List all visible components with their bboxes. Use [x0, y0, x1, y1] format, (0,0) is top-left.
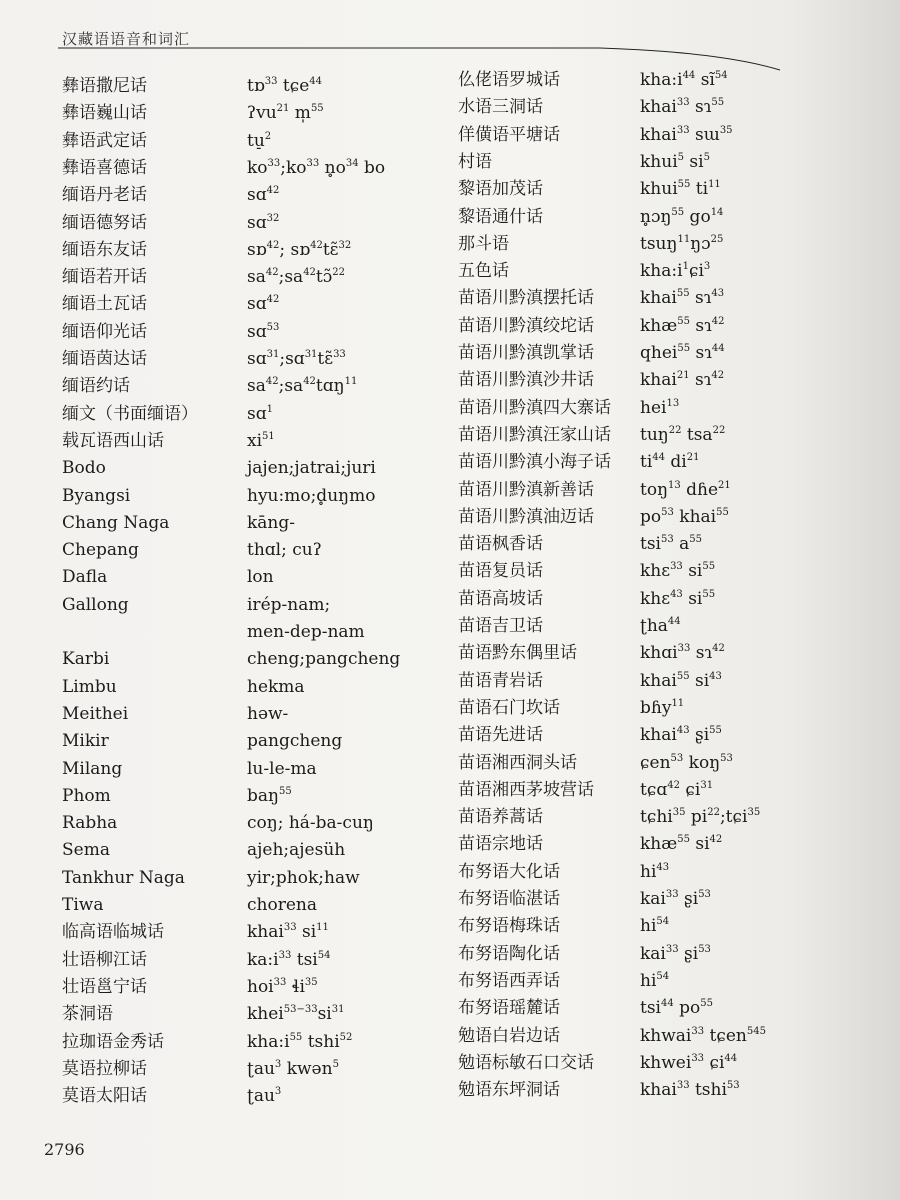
word-form: ʔvu$^{21}$ m̩$^{55}$ — [247, 103, 324, 124]
word-form: ɕen$^{53}$ koŋ$^{53}$ — [640, 752, 733, 773]
word-form: hyu:mo;d̥uŋmo — [247, 485, 376, 506]
word-form: ajeh;ajesüh — [247, 840, 346, 861]
word-form: tsi$^{53}$ $a^{55}$ — [640, 534, 703, 555]
language-name: Tankhur Naga — [62, 867, 185, 888]
language-name: 勉语东坪洞话 — [458, 1080, 560, 1101]
word-form: tɕhi$^{35}$ $pi^{22};tɕi^{35}$ — [640, 807, 761, 828]
word-form: khwai$^{33}$ tɕen$^{545}$ — [640, 1025, 766, 1046]
word-form: sɑ$^{42}$ — [247, 294, 280, 315]
word-form: coŋ; há-ba-cuŋ — [247, 813, 374, 834]
word-form: khai$^{21}$ sɿ$^{42}$ — [640, 370, 725, 391]
language-name: 仫佬语罗城话 — [458, 70, 560, 90]
language-name: 壮语柳江话 — [62, 949, 147, 970]
word-form: ʈha$^{44}$ — [640, 616, 681, 636]
word-form: $ka:i^{33}$ tsi$^{54}$ — [247, 949, 331, 970]
language-name: 布努语临湛话 — [458, 889, 560, 909]
word-form: $hi^{54}$ — [640, 916, 670, 937]
language-name: 缅语仰光话 — [62, 321, 147, 342]
language-name: 苗语川黔滇凯掌话 — [458, 343, 594, 363]
word-form: khæ$^{55}$ $si^{42}$ — [640, 834, 723, 855]
word-form: ʈau$^3$ — [247, 1086, 282, 1107]
language-name: Chang Naga — [62, 512, 170, 533]
word-form: $hi^{43}$ — [640, 861, 670, 882]
word-form: jajen;jatrai;juri — [247, 458, 376, 479]
language-name: 彝语撒尼话 — [62, 76, 147, 96]
word-form: $hi^{54}$ — [640, 970, 670, 991]
word-form: khui$^{55}$ $ti^{11}$ — [640, 179, 721, 200]
language-name: Milang — [62, 758, 123, 779]
language-name: Limbu — [62, 676, 117, 697]
language-name: 缅语若开话 — [62, 267, 147, 288]
language-name: 临高语临城话 — [62, 922, 164, 943]
word-form: kai$^{33}$ ʂi$^{53}$ — [640, 943, 711, 964]
word-form: sɑ$^{42}$ — [247, 185, 280, 206]
word-form: $kha:i^{55}$ tshi$^{52}$ — [247, 1031, 353, 1052]
word-form: toŋ$^{13}$ dɦe$^{21}$ — [640, 479, 731, 500]
language-name: 布努语陶化话 — [458, 943, 560, 964]
language-name: 苗语川黔滇油迈话 — [458, 506, 594, 527]
word-form: irép-nam; — [247, 594, 331, 615]
word-form: $xi^{51}$ — [247, 430, 275, 451]
word-form: $kha:i^{44}$ $sĩ^{54}$ — [640, 70, 728, 90]
word-form: n̥ɔŋ$^{55}$ $go^{14}$ — [640, 206, 724, 227]
language-name: 彝语巍山话 — [62, 103, 147, 124]
language-name: 苗语湘西茅坡营话 — [458, 779, 594, 800]
word-form: sɑ$^{32}$ — [247, 212, 280, 233]
word-form: lu-le-ma — [247, 758, 317, 779]
language-name: Chepang — [62, 540, 139, 561]
word-form: bɦy$^{11}$ — [640, 697, 685, 718]
language-name: 茶洞语 — [62, 1004, 113, 1025]
word-form: hoi$^{33}$ ɬi$^{35}$ — [247, 976, 318, 997]
word-form: lon — [247, 567, 274, 588]
language-name: 布努语瑶麓话 — [458, 998, 560, 1019]
language-name: 水语三洞话 — [458, 97, 543, 118]
word-form: yir;phok;haw — [247, 867, 360, 888]
language-name: 苗语青岩话 — [458, 670, 543, 691]
language-name: 缅语东友话 — [62, 239, 147, 260]
language-name: Karbi — [62, 649, 110, 670]
language-name: 村语 — [458, 151, 492, 172]
language-name: 布努语大化话 — [458, 861, 560, 882]
language-name: Phom — [62, 785, 111, 806]
language-name: 布努语梅珠话 — [458, 916, 560, 937]
word-form: tɒ$^{33}$ tɕe$^{44}$ — [247, 76, 323, 96]
word-form: $ko^{33};ko^{33}$ $n̥o^{34}$ bo — [247, 157, 386, 178]
language-name: 苗语黔东偶里话 — [458, 643, 577, 664]
word-form: hei$^{13}$ — [640, 397, 680, 418]
word-form: $sa^{42};sa^{42}tɔ̃^{22}$ — [247, 267, 346, 288]
language-name: 载瓦语西山话 — [62, 430, 164, 451]
word-form: tuŋ$^{22}$ tsa$^{22}$ — [640, 424, 726, 445]
language-name: 莫语拉柳话 — [62, 1058, 147, 1079]
language-name: 苗语石门坎话 — [458, 697, 560, 718]
language-name: 苗语川黔滇绞坨话 — [458, 315, 594, 336]
word-form: sɑ$^{31}$;sɑ$^{31}$tɛ̃$^{33}$ — [247, 349, 346, 369]
word-form: kai$^{33}$ ʂi$^{53}$ — [640, 889, 711, 909]
language-name: 苗语先进话 — [458, 725, 543, 746]
language-name: 苗语川黔滇汪家山话 — [458, 424, 611, 445]
word-form: khɛ$^{33}$ $si^{55}$ — [640, 561, 716, 582]
word-form: baŋ$^{55}$ — [247, 785, 292, 806]
language-name: 苗语宗地话 — [458, 834, 543, 855]
language-name: Tiwa — [62, 895, 104, 915]
language-name: 布努语西弄话 — [458, 970, 560, 991]
word-form: tsuŋ$^{11}$ŋɔ$^{25}$ — [640, 233, 724, 254]
language-name: 缅文（书面缅语） — [62, 403, 198, 424]
language-name: 苗语高坡话 — [458, 588, 543, 609]
word-form: khai$^{33}$ sɯ$^{35}$ — [640, 124, 733, 145]
word-form: kāng- — [247, 512, 296, 533]
language-name: 黎语加茂话 — [458, 179, 543, 200]
language-name: 苗语川黔滇新善话 — [458, 479, 594, 500]
word-form: khɛ$^{43}$ $si^{55}$ — [640, 588, 716, 609]
word-form: khai$^{43}$ ʂi$^{55}$ — [640, 725, 722, 746]
word-form: tsi$^{44}$ $po^{55}$ — [640, 998, 713, 1019]
language-name: 缅语茵达话 — [62, 349, 147, 369]
language-name: Dafla — [62, 567, 108, 588]
word-form: khai$^{33}$ $si^{11}$ — [247, 922, 329, 943]
word-form: sɑ$^{53}$ — [247, 321, 280, 342]
language-name: 缅语丹老话 — [62, 185, 147, 206]
word-form: khæ$^{55}$ sɿ$^{42}$ — [640, 315, 725, 336]
page-number: 2796 — [44, 1140, 85, 1159]
word-form: men-dep-nam — [247, 622, 365, 642]
language-name: 苗语川黔滇沙井话 — [458, 370, 594, 391]
running-header: 汉藏语语音和词汇 — [62, 30, 191, 48]
word-form: tɕɑ$^{42}$ ɕi$^{31}$ — [640, 779, 714, 800]
language-name: Rabha — [62, 813, 118, 834]
word-form: sɑ$^1$ — [247, 403, 273, 424]
language-name: 佯僙语平塘话 — [458, 124, 560, 145]
language-name: Byangsi — [62, 485, 131, 506]
language-name: Gallong — [62, 594, 129, 615]
language-name: 苗语吉卫话 — [458, 616, 543, 636]
language-name: Meithei — [62, 703, 129, 724]
language-name: 壮语邕宁话 — [62, 976, 147, 997]
word-form: $khei^{53-33}si^{31}$ — [247, 1004, 345, 1025]
language-name: 苗语川黔滇小海子话 — [458, 452, 611, 473]
word-form: $po^{53}$ khai$^{55}$ — [640, 506, 729, 527]
word-form: khui$^5$ $si^5$ — [640, 151, 710, 172]
word-form: qhei$^{55}$ sɿ$^{44}$ — [640, 343, 725, 363]
language-name: 那斗语 — [458, 233, 509, 254]
language-name: Bodo — [62, 458, 106, 479]
language-name: 勉语白岩边话 — [458, 1025, 560, 1046]
language-name: 缅语土瓦话 — [62, 294, 147, 315]
word-form: hekma — [247, 676, 305, 697]
word-form: khai$^{33}$ tshi$^{53}$ — [640, 1080, 740, 1101]
word-form: khɑi$^{33}$ sɿ$^{42}$ — [640, 643, 725, 664]
language-name: 苗语枫香话 — [458, 534, 543, 555]
word-form: khwei$^{33}$ ɕi$^{44}$ — [640, 1052, 738, 1073]
word-form: $kha:i^1ɕi^3$ — [640, 261, 711, 282]
word-form: sɒ$^{42}$; sɒ$^{42}$tɛ̃$^{32}$ — [247, 239, 352, 260]
language-name: 黎语通什话 — [458, 206, 543, 227]
word-form: khai$^{55}$ $si^{43}$ — [640, 670, 722, 691]
word-form: $sa^{42};sa^{42}tɑŋ^{11}$ — [247, 376, 358, 397]
word-form: ʈau$^3$ kwən$^5$ — [247, 1058, 339, 1079]
language-name: 彝语喜德话 — [62, 157, 147, 178]
word-form: khai$^{55}$ sɿ$^{43}$ — [640, 288, 725, 309]
word-form: həw- — [247, 703, 289, 724]
word-form: thɑl; cuʔ — [247, 540, 322, 561]
word-form: cheng;pangcheng — [247, 649, 401, 670]
language-name: 苗语复员话 — [458, 561, 543, 582]
language-name: 勉语标敏石口交话 — [458, 1052, 594, 1073]
language-name: Sema — [62, 840, 110, 861]
word-form: tu̠$^2$ — [247, 130, 272, 151]
language-name: 缅语约话 — [62, 376, 130, 397]
word-form: pangcheng — [247, 731, 343, 752]
word-form: chorena — [247, 895, 317, 915]
language-name: 拉珈语金秀话 — [62, 1031, 164, 1052]
language-name: Mikir — [62, 731, 109, 752]
language-name: 五色话 — [458, 261, 509, 282]
language-name: 莫语太阳话 — [62, 1086, 147, 1107]
language-name: 彝语武定话 — [62, 130, 147, 151]
language-name: 苗语川黔滇摆托话 — [458, 288, 594, 309]
word-form: khai$^{33}$ sɿ$^{55}$ — [640, 97, 725, 118]
language-name: 苗语养蒿话 — [458, 807, 543, 828]
language-name: 苗语川黔滇四大寨话 — [458, 397, 611, 418]
language-name: 苗语湘西洞头话 — [458, 752, 577, 773]
language-name: 缅语德努话 — [62, 212, 147, 233]
word-form: $ti^{44}$ $di^{21}$ — [640, 452, 700, 473]
